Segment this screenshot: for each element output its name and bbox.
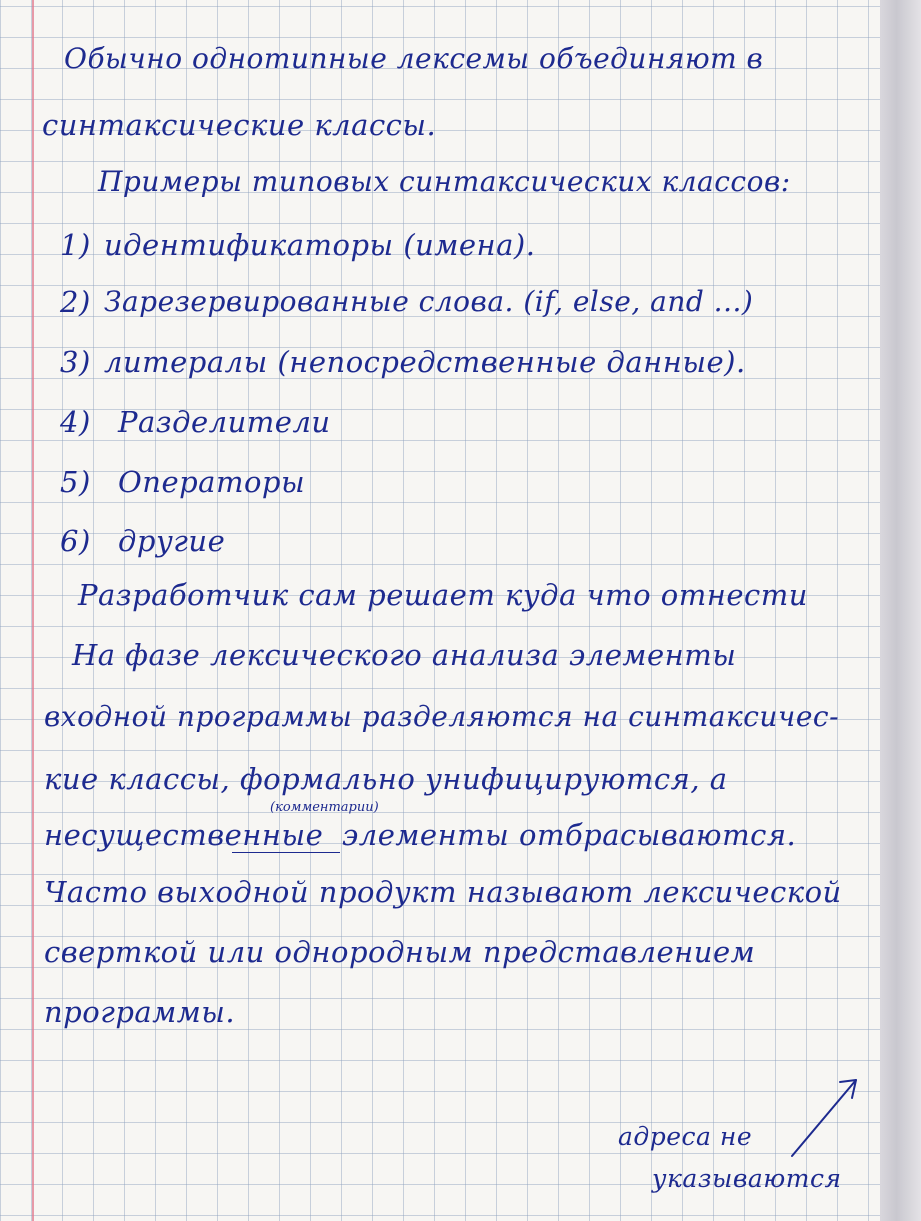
examples-heading: Примеры типовых синтаксических классов:: [98, 165, 791, 198]
paragraph2-line2: входной программы разделяются на синтаксичес-: [44, 700, 840, 733]
list-item: идентификаторы (имена).: [104, 228, 536, 262]
corner-note-line2: указываются: [652, 1164, 842, 1193]
underline-mark: [232, 852, 340, 853]
paragraph2-line5: Часто выходной продукт называют лексической: [44, 875, 842, 909]
list-item-number: 3): [60, 345, 91, 379]
notebook-gutter: [880, 0, 921, 1221]
list-item-number: 2): [60, 285, 91, 319]
paragraph2-line1: На фазе лексического анализа элементы: [72, 638, 737, 672]
list-item: другие: [118, 524, 226, 558]
list-item: Зарезервированные слова. (if, else, and ...): [104, 285, 754, 318]
paragraph2-line4a: несущественные: [44, 818, 324, 852]
list-item: литералы (непосредственные данные).: [104, 345, 746, 379]
corner-note-line1: адреса не: [618, 1122, 753, 1151]
paragraph2-line3: кие классы, формально унифицируются, а: [44, 762, 728, 796]
list-item-number: 1): [60, 228, 91, 262]
list-item-number: 6): [60, 524, 91, 558]
paragraph2-line7: программы.: [44, 995, 236, 1029]
list-item: Разделители: [118, 405, 331, 439]
arrow-icon: [786, 1072, 866, 1162]
margin-line: [32, 0, 34, 1221]
paragraph1-line1: Обычно однотипные лексемы объединяют в: [64, 42, 764, 75]
comments-note: (комментарии): [270, 800, 379, 815]
paragraph1-line2: синтаксические классы.: [42, 108, 437, 142]
paragraph2-line4b: элементы отбрасываются.: [342, 818, 797, 852]
list-item-number: 4): [60, 405, 91, 439]
list-item-number: 5): [60, 465, 91, 499]
developer-note: Разработчик сам решает куда что отнести: [78, 578, 808, 612]
paragraph2-line6: сверткой или однородным представлением: [44, 935, 756, 969]
list-item: Операторы: [118, 465, 306, 499]
